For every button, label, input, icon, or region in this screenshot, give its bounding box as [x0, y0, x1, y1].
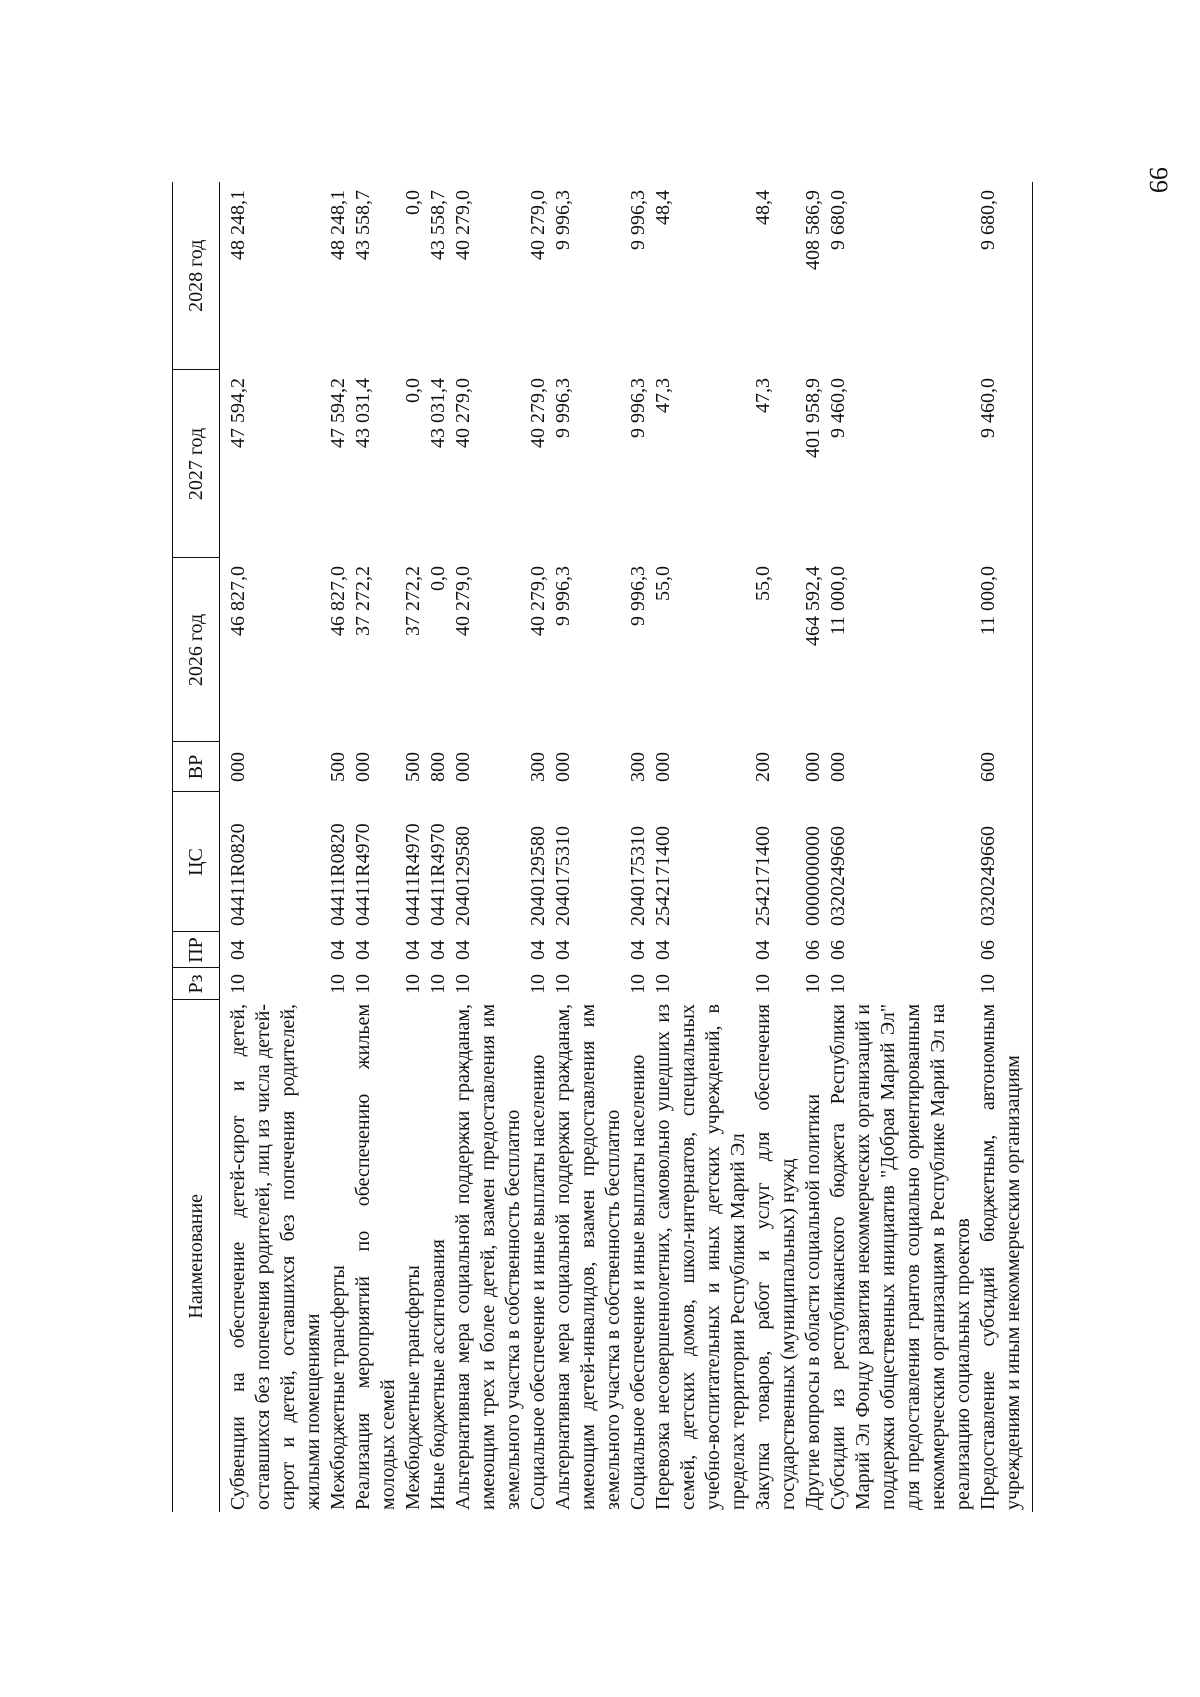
cell-cs: 04411R4970	[427, 823, 449, 926]
header-2028: 2028 год	[173, 182, 220, 370]
table-row	[976, 182, 1033, 1512]
cell-vr: 000	[452, 752, 474, 782]
cell-vr: 000	[227, 752, 249, 782]
cell-cs: 0320249660	[976, 792, 1033, 932]
table-row	[326, 182, 351, 1512]
cell-vr: 200	[752, 752, 774, 782]
table-header-row	[173, 182, 220, 1512]
header-2027: 2027 год	[173, 370, 220, 558]
cell-rz: 10	[227, 974, 249, 994]
cell-rz: 10	[452, 974, 474, 994]
cell-2028: 0,0	[402, 190, 424, 215]
cell-name: Другие вопросы в области социальной политики	[802, 1093, 824, 1510]
cell-2027: 47 594,2	[227, 378, 249, 448]
cell-vr: 000	[652, 752, 674, 782]
table-row	[451, 182, 526, 1512]
cell-cs: 2542171400	[752, 826, 774, 926]
cell-2027: 47,3	[752, 378, 774, 413]
cell-vr: 500	[402, 752, 424, 782]
cell-pr: 04	[652, 940, 674, 960]
cell-2028: 40 279,0	[452, 190, 474, 260]
cell-2027: 9 460,0	[827, 378, 849, 438]
cell-cs: 2040175310	[552, 826, 574, 926]
cell-pr: 04	[352, 940, 374, 960]
cell-vr: 600	[976, 742, 1033, 792]
table-row	[351, 182, 401, 1512]
cell-rz: 10	[627, 974, 649, 994]
cell-vr: 000	[802, 752, 824, 782]
cell-2026: 37 272,2	[402, 566, 424, 636]
cell-pr: 04	[402, 940, 424, 960]
cell-2026: 40 279,0	[452, 566, 474, 636]
cell-2028: 48 248,1	[327, 190, 349, 260]
cell-pr: 06	[976, 932, 1033, 968]
cell-rz: 10	[752, 974, 774, 994]
table-row	[801, 182, 826, 1512]
cell-cs: 2040129580	[527, 826, 549, 926]
cell-2028: 43 558,7	[352, 190, 374, 260]
cell-vr: 000	[827, 752, 849, 782]
cell-pr: 04	[627, 940, 649, 960]
cell-2026: 55,0	[752, 566, 774, 601]
cell-2028: 408 586,9	[802, 190, 824, 270]
table-row	[626, 182, 651, 1512]
cell-rz: 10	[352, 974, 374, 994]
header-vr: ВР	[173, 742, 220, 792]
cell-rz: 10	[327, 974, 349, 994]
budget-table	[172, 182, 1033, 1512]
cell-2027: 40 279,0	[452, 378, 474, 448]
cell-2026: 46 827,0	[327, 566, 349, 636]
cell-cs: 2040175310	[627, 826, 649, 926]
cell-2026: 46 827,0	[227, 566, 249, 636]
cell-rz: 10	[827, 974, 849, 994]
cell-2028: 40 279,0	[527, 190, 549, 260]
cell-2028: 48,4	[652, 190, 674, 225]
cell-cs: 04411R0820	[327, 823, 349, 926]
table-row	[751, 182, 801, 1512]
cell-cs: 04411R4970	[352, 823, 374, 926]
cell-name: Иные бюджетные ассигнования	[427, 1239, 449, 1510]
cell-2027: 0,0	[402, 378, 424, 403]
cell-name: Субсидии из республиканского бюджета Республики Марий Эл Фонду развития некоммерческих организаций и поддержки общественных инициатив "Добрая Марий Эл" для предоставления грантов социально ориентированным некоммерческим организациям в Республике Марий Эл на реализацию социальных проектов	[827, 1004, 974, 1510]
cell-2028: 48 248,1	[227, 190, 249, 260]
cell-vr: 000	[552, 752, 574, 782]
cell-2028: 43 558,7	[427, 190, 449, 260]
cell-name: Закупка товаров, работ и услуг для обеспечения государственных (муниципальных) нужд	[752, 1004, 799, 1510]
cell-2028: 9 996,3	[627, 190, 649, 250]
cell-cs: 04411R4970	[402, 823, 424, 926]
header-rz: Рз	[173, 968, 220, 1000]
cell-pr: 06	[827, 940, 849, 960]
cell-pr: 04	[752, 940, 774, 960]
cell-rz: 10	[527, 974, 549, 994]
cell-2026: 11 000,0	[827, 566, 849, 636]
header-name: Наименование	[173, 1000, 220, 1512]
table-row	[526, 182, 551, 1512]
cell-pr: 04	[527, 940, 549, 960]
cell-name: Альтернативная мера социальной поддержки гражданам, имеющим трех и более детей, взамен предоставления им земельного участка в собственность бесплатно	[452, 1004, 524, 1510]
cell-name: Предоставление субсидий бюджетным, автономным учреждениям и иным некоммерческим организациям	[976, 1000, 1033, 1512]
cell-cs: 0320249660	[827, 826, 849, 926]
cell-pr: 04	[227, 940, 249, 960]
cell-rz: 10	[652, 974, 674, 994]
cell-2026: 55,0	[652, 566, 674, 601]
cell-pr: 04	[327, 940, 349, 960]
cell-2026: 40 279,0	[527, 566, 549, 636]
cell-pr: 04	[552, 940, 574, 960]
cell-name: Субвенции на обеспечение детей-сирот и детей, оставшихся без попечения родителей, лиц из числа детей-сирот и детей, оставшихся без попечения родителей, жилыми помещениями	[227, 1004, 324, 1510]
cell-2027: 9 996,3	[627, 378, 649, 438]
cell-vr: 300	[527, 752, 549, 782]
cell-rz: 10	[402, 974, 424, 994]
table-row	[220, 182, 327, 1512]
header-pr: ПР	[173, 932, 220, 968]
table-row	[551, 182, 626, 1512]
page-number: 99	[1144, 167, 1173, 193]
cell-2026: 464 592,4	[802, 566, 824, 646]
cell-name: Реализация мероприятий по обеспечению жильем молодых семей	[352, 1004, 399, 1510]
cell-2027: 401 958,9	[802, 378, 824, 458]
cell-rz: 10	[976, 968, 1033, 1000]
cell-rz: 10	[427, 974, 449, 994]
table-row	[426, 182, 451, 1512]
header-2026: 2026 год	[173, 558, 220, 742]
cell-vr: 500	[327, 752, 349, 782]
cell-cs: 2542171400	[652, 826, 674, 926]
cell-vr: 000	[352, 752, 374, 782]
cell-2026: 9 996,3	[627, 566, 649, 626]
cell-2027: 47 594,2	[327, 378, 349, 448]
cell-rz: 10	[552, 974, 574, 994]
cell-2027: 43 031,4	[352, 378, 374, 448]
budget-table-rotated-container	[172, 182, 1200, 1512]
cell-2027: 40 279,0	[527, 378, 549, 448]
cell-2027: 9 996,3	[552, 378, 574, 438]
cell-rz: 10	[802, 974, 824, 994]
cell-2027: 43 031,4	[427, 378, 449, 448]
table-row	[651, 182, 751, 1512]
cell-pr: 04	[452, 940, 474, 960]
cell-cs: 2040129580	[452, 826, 474, 926]
cell-2028: 9 680,0	[976, 182, 1033, 370]
cell-cs: 04411R0820	[227, 823, 249, 926]
cell-2028: 48,4	[752, 190, 774, 225]
table-row	[826, 182, 976, 1512]
cell-pr: 04	[427, 940, 449, 960]
cell-name: Социальное обеспечение и иные выплаты населению	[527, 1054, 549, 1510]
cell-2026: 9 996,3	[552, 566, 574, 626]
table-row	[401, 182, 426, 1512]
cell-2026: 0,0	[427, 566, 449, 591]
cell-name: Социальное обеспечение и иные выплаты населению	[627, 1054, 649, 1510]
header-cs: ЦС	[173, 792, 220, 932]
cell-name: Альтернативная мера социальной поддержки гражданам, имеющим детей-инвалидов, взамен предоставления им земельного участка в собственность бесплатно	[552, 1004, 624, 1510]
cell-pr: 06	[802, 940, 824, 960]
cell-cs: 0000000000	[802, 826, 824, 926]
cell-2028: 9 680,0	[827, 190, 849, 250]
cell-vr: 800	[427, 752, 449, 782]
cell-name: Межбюджетные трансферты	[327, 1265, 349, 1510]
cell-2027: 47,3	[652, 378, 674, 413]
cell-2026: 37 272,2	[352, 566, 374, 636]
cell-2028: 9 996,3	[552, 190, 574, 250]
cell-2026: 11 000,0	[976, 558, 1033, 742]
cell-name: Перевозка несовершеннолетних, самовольно ушедших из семей, детских домов, школ-интернатов, специальных учебно-воспитательных и иных детских учреждений, в пределах территории Республики Марий Эл	[652, 1004, 749, 1510]
cell-vr: 300	[627, 752, 649, 782]
cell-2027: 9 460,0	[976, 370, 1033, 558]
cell-name: Межбюджетные трансферты	[402, 1265, 424, 1510]
